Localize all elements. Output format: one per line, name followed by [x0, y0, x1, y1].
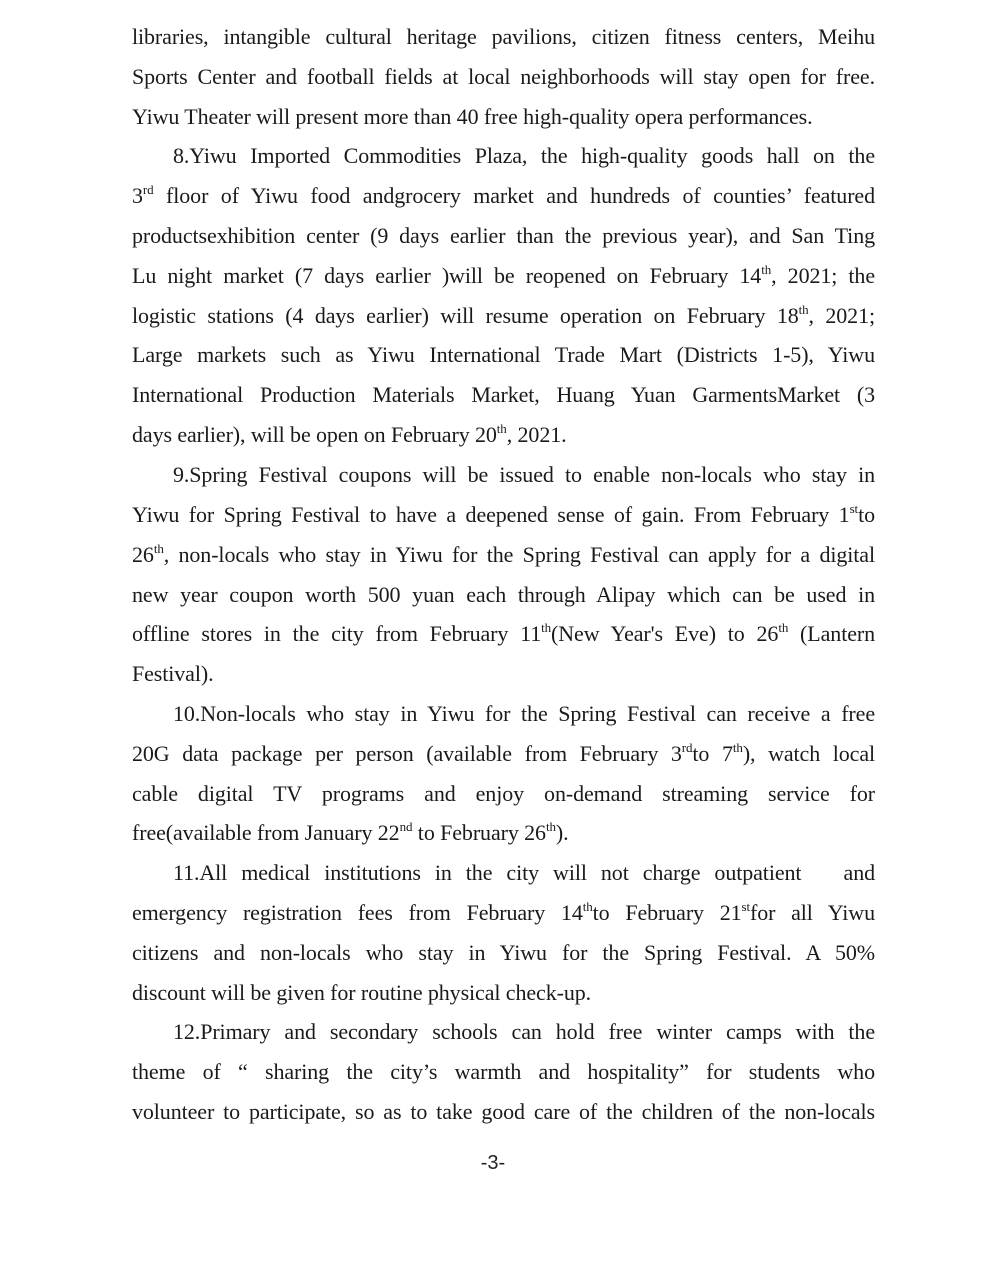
text-line: 10.Non-locals who stay in Yiwu for the Spring Festival can receive a free — [173, 701, 875, 726]
text-line: theme of “ sharing the city’s warmth and hospitality” for students who — [132, 1059, 875, 1084]
text-line: cable digital TV programs and enjoy on-demand streaming service for — [132, 781, 875, 806]
text-line: new year coupon worth 500 yuan each through Alipay which can be used in — [132, 582, 875, 607]
text-line: 8.Yiwu Imported Commodities Plaza, the high-quality goods hall on the — [173, 143, 875, 168]
text-line: 3rd floor of Yiwu food andgrocery market and hundreds of counties’ featured — [132, 182, 875, 208]
text-line: 20G data package per person (available from February 3rdto 7th), watch local — [132, 740, 876, 766]
text-line: 11.All medical institutions in the city will not charge outpatient and — [173, 860, 875, 885]
text-line: logistic stations (4 days earlier) will resume operation on February 18th, 2021; — [132, 302, 875, 328]
text-line: productsexhibition center (9 days earlier than the previous year), and San Ting — [132, 223, 875, 248]
page-number: -3- — [480, 1152, 506, 1174]
text-line: Festival). — [132, 661, 214, 686]
text-line: free(available from January 22nd to February 26th). — [132, 819, 569, 845]
text-line: offline stores in the city from February 11th(New Year's Eve) to 26th (Lantern — [132, 620, 875, 646]
text-line: International Production Materials Market, Huang Yuan GarmentsMarket (3 — [132, 382, 875, 407]
text-line: Large markets such as Yiwu International Trade Mart (Districts 1-5), Yiwu — [132, 342, 875, 367]
text-line: emergency registration fees from February 14thto February 21stfor all Yiwu — [132, 899, 875, 925]
text-line: 9.Spring Festival coupons will be issued to enable non-locals who stay in — [173, 462, 875, 487]
text-line: libraries, intangible cultural heritage pavilions, citizen fitness centers, Meihu — [132, 24, 875, 49]
text-line: days earlier), will be open on February 20th, 2021. — [132, 421, 567, 447]
text-line: Sports Center and football fields at local neighborhoods will stay open for free. — [132, 64, 875, 89]
text-line: Yiwu for Spring Festival to have a deepened sense of gain. From February 1stto — [132, 501, 875, 527]
text-line: Yiwu Theater will present more than 40 free high-quality opera performances. — [132, 104, 813, 129]
text-line: Lu night market (7 days earlier )will be reopened on February 14th, 2021; the — [132, 262, 875, 288]
text-line: discount will be given for routine physical check-up. — [132, 980, 592, 1005]
text-line: 26th, non-locals who stay in Yiwu for the Spring Festival can apply for a digital — [132, 541, 875, 567]
text-line: volunteer to participate, so as to take good care of the children of the non-locals — [132, 1099, 875, 1124]
text-line: citizens and non-locals who stay in Yiwu for the Spring Festival. A 50% — [132, 940, 875, 965]
text-line: 12.Primary and secondary schools can hold free winter camps with the — [173, 1019, 875, 1044]
